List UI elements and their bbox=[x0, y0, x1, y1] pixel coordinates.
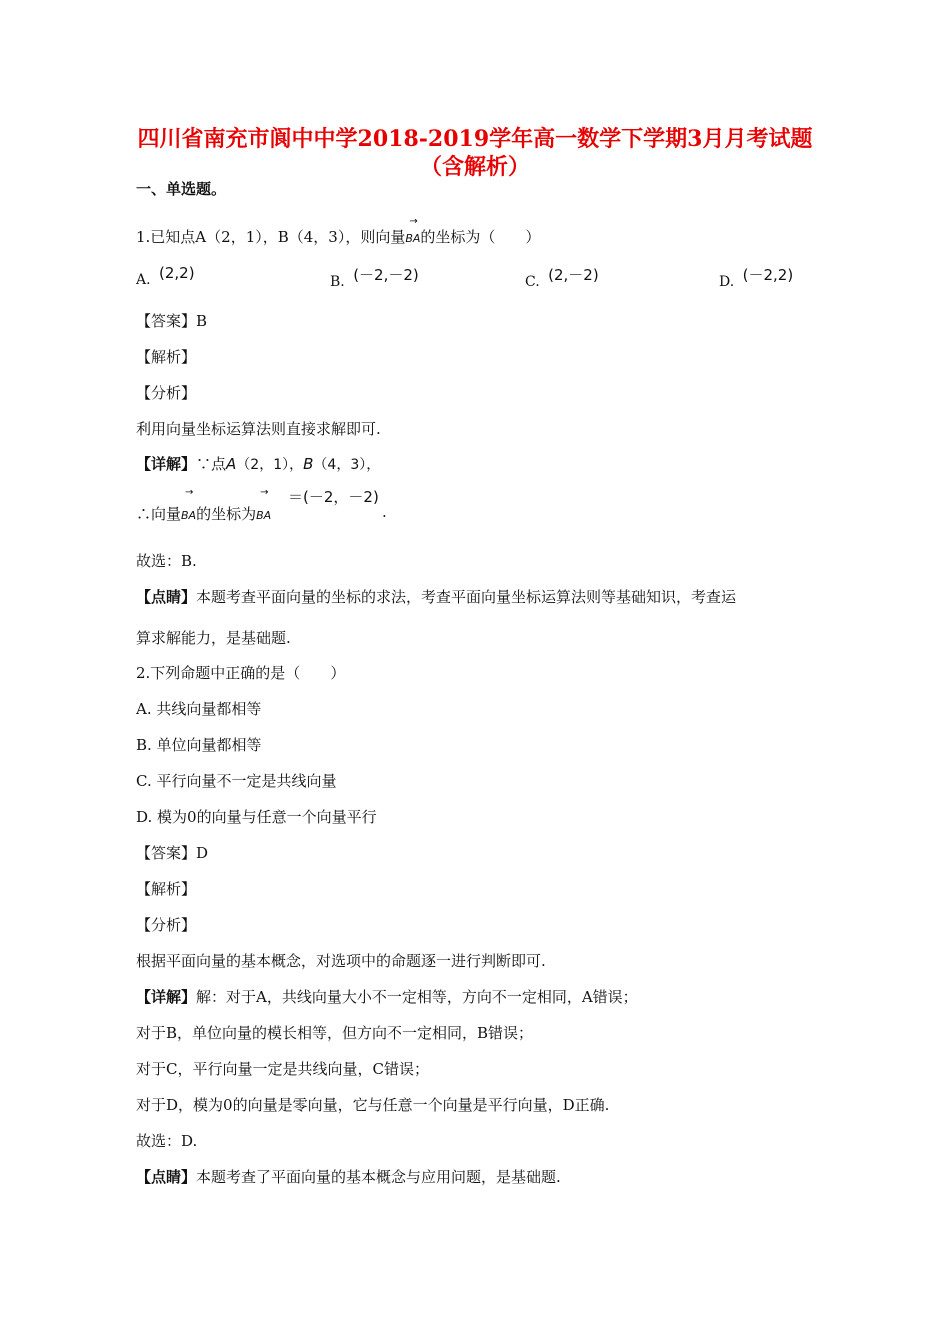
q1-option-a bbox=[136, 264, 195, 288]
q1-option-c bbox=[525, 266, 599, 291]
answer-tag: 【答案】 bbox=[136, 844, 197, 862]
detail-text: 解：对于A，共线向量大小不一定相等，方向不一定相同，A错误； bbox=[196, 988, 638, 1006]
comment-tag: 【点睛】 bbox=[136, 1168, 197, 1186]
therefore-text: ∴向量 bbox=[136, 505, 182, 523]
q2-analysis-tag: 【解析】 bbox=[136, 880, 197, 898]
q1-choose: 故选：B. bbox=[136, 552, 197, 570]
q1-comment-line-1 bbox=[136, 586, 736, 607]
q1-detail-line bbox=[136, 453, 380, 474]
option-value: (2,－2) bbox=[548, 266, 599, 284]
comment-text: 本题考查了平面向量的基本概念与应用问题，是基础题. bbox=[196, 1168, 561, 1186]
point-a-label: A bbox=[226, 455, 237, 473]
point-b-label: B bbox=[303, 455, 314, 473]
section-heading: 一、单选题。 bbox=[136, 180, 227, 198]
option-value: (2,2) bbox=[159, 264, 195, 282]
q1-option-b bbox=[330, 266, 419, 291]
q1-comment-line-2: 算求解能力，是基础题. bbox=[136, 629, 291, 647]
question-2-stem: 2.下列命题中正确的是（ ） bbox=[136, 664, 346, 682]
q2-option-a: A. 共线向量都相等 bbox=[136, 700, 262, 718]
q1-result-value: ＝(－2，－2) bbox=[288, 488, 379, 506]
document-title: 四川省南充市阆中中学2018-2019学年高一数学下学期3月月考试题 bbox=[137, 126, 813, 152]
point-a-coord: （2，1）， bbox=[236, 457, 304, 473]
q2-comment-line bbox=[136, 1166, 561, 1187]
because-text: ∵点 bbox=[196, 455, 227, 473]
q2-answer bbox=[136, 842, 208, 863]
q1-option-d bbox=[719, 266, 794, 291]
answer-tag: 【答案】 bbox=[136, 312, 197, 330]
coord-text: 的坐标为 bbox=[196, 505, 257, 523]
q1-therefore-line bbox=[136, 487, 272, 524]
q2-detail-line-1 bbox=[136, 986, 638, 1007]
option-letter: C. bbox=[525, 274, 540, 290]
option-value: (－2,2) bbox=[742, 266, 794, 284]
q1-answer bbox=[136, 310, 207, 331]
q2-detail-line-4: 对于D，模为0的向量是零向量，它与任意一个向量是平行向量，D正确. bbox=[136, 1096, 610, 1114]
q1-fenxi-text: 利用向量坐标运算法则直接求解即可. bbox=[136, 420, 381, 438]
comment-tag: 【点睛】 bbox=[136, 588, 197, 606]
question-1-stem bbox=[136, 216, 541, 247]
point-b-coord: （4，3）， bbox=[313, 457, 381, 473]
option-value: (－2,－2) bbox=[353, 266, 419, 284]
document-subtitle: （含解析） bbox=[419, 154, 530, 180]
q2-option-d: D. 模为0的向量与任意一个向量平行 bbox=[136, 808, 377, 826]
q1-vector-ba bbox=[405, 216, 421, 245]
q1-result-period: . bbox=[382, 503, 387, 521]
vector-arrow: → bbox=[409, 216, 418, 227]
q2-option-b: B. 单位向量都相等 bbox=[136, 736, 262, 754]
vector-arrow: → bbox=[260, 487, 269, 498]
q2-fenxi-text: 根据平面向量的基本概念，对选项中的命题逐一进行判断即可. bbox=[136, 952, 546, 970]
vector-label: BA bbox=[405, 232, 421, 245]
vector-label: BA bbox=[181, 509, 197, 522]
vector-label: BA bbox=[256, 509, 272, 522]
q2-detail-line-2: 对于B，单位向量的模长相等，但方向不一定相同，B错误； bbox=[136, 1024, 534, 1042]
result-vector-ba bbox=[256, 487, 272, 522]
q2-option-c: C. 平行向量不一定是共线向量 bbox=[136, 772, 337, 790]
q1-analysis-tag: 【解析】 bbox=[136, 348, 197, 366]
comment-text: 本题考查平面向量的坐标的求法，考查平面向量坐标运算法则等基础知识，考查运 bbox=[196, 588, 737, 606]
option-letter: B. bbox=[330, 274, 345, 290]
q1-stem-start: 1.已知点A（2，1），B（4，3），则向量 bbox=[136, 228, 406, 246]
detail-tag: 【详解】 bbox=[136, 988, 197, 1006]
q2-detail-line-3: 对于C，平行向量一定是共线向量，C错误； bbox=[136, 1060, 429, 1078]
therefore-vector-ba bbox=[181, 487, 197, 522]
detail-tag: 【详解】 bbox=[136, 455, 197, 473]
q2-fenxi-tag: 【分析】 bbox=[136, 916, 197, 934]
q1-stem-end: 的坐标为（ ） bbox=[420, 228, 541, 246]
q2-choose: 故选：D. bbox=[136, 1132, 198, 1150]
answer-value: D bbox=[196, 844, 209, 862]
q1-fenxi-tag: 【分析】 bbox=[136, 384, 197, 402]
vector-arrow: → bbox=[185, 487, 194, 498]
option-letter: A. bbox=[136, 272, 151, 288]
answer-value: B bbox=[196, 312, 208, 330]
option-letter: D. bbox=[719, 274, 735, 290]
